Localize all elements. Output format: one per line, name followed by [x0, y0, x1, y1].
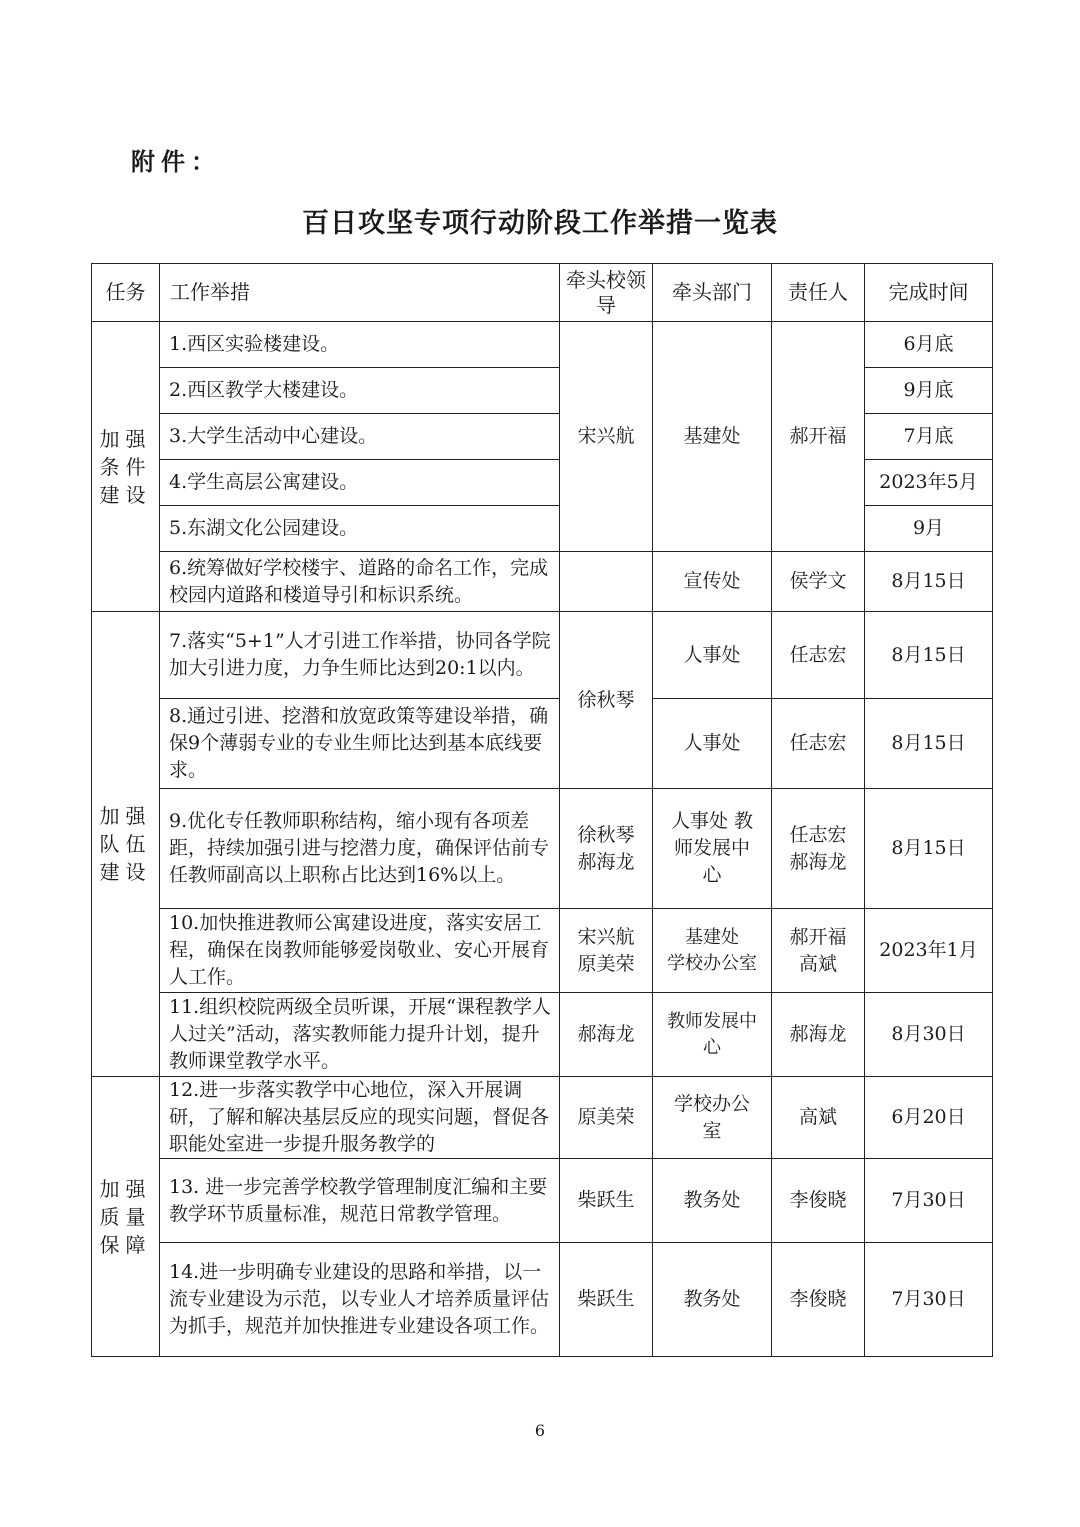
table-row [92, 909, 993, 993]
person-cell: 高斌 [772, 1077, 865, 1159]
attachment-label: 附件： [131, 148, 221, 176]
dept-cell: 基建处 [653, 322, 772, 552]
table-row [92, 699, 993, 789]
leader-cell: 宋兴航 原美荣 [560, 909, 653, 993]
measure-cell: 2.西区教学大楼建设。 [160, 368, 560, 414]
table-row [92, 552, 993, 612]
measure-cell: 8.通过引进、挖潜和放宽政策等建设举措，确保9个薄弱专业的专业生师比达到基本底线要求。 [160, 699, 560, 789]
leader-cell: 宋兴航 [560, 322, 653, 552]
table-row [92, 1243, 993, 1357]
person-cell: 任志宏 郝海龙 [772, 789, 865, 909]
table-row [92, 789, 993, 909]
person-cell: 郝海龙 [772, 993, 865, 1077]
measure-cell: 4.学生高层公寓建设。 [160, 460, 560, 506]
dept-cell: 教务处 [653, 1243, 772, 1357]
measures-table [91, 263, 993, 1357]
measure-cell: 11.组织校院两级全员听课，开展“课程教学人人过关”活动，落实教师能力提升计划，提升教师课堂教学水平。 [160, 993, 560, 1077]
dept-cell: 教师发展中心 [653, 993, 772, 1077]
dept-cell: 人事处 [653, 699, 772, 789]
deadline-cell: 8月15日 [865, 789, 993, 909]
person-cell: 郝开福 高斌 [772, 909, 865, 993]
header-dept: 牵头部门 [653, 264, 772, 322]
header-deadline: 完成时间 [865, 264, 993, 322]
deadline-cell: 9月 [865, 506, 993, 552]
task-cell: 加强条件建设 [92, 322, 160, 612]
table-row [92, 322, 993, 368]
measure-cell: 1.西区实验楼建设。 [160, 322, 560, 368]
header-measure: 工作举措 [160, 264, 560, 322]
person-cell: 侯学文 [772, 552, 865, 612]
header-person: 责任人 [772, 264, 865, 322]
measure-cell: 3.大学生活动中心建设。 [160, 414, 560, 460]
table-row [92, 1077, 993, 1159]
header-task: 任务 [92, 264, 160, 322]
table-row [92, 993, 993, 1077]
leader-cell: 原美荣 [560, 1077, 653, 1159]
table-header-row [92, 264, 993, 322]
deadline-cell: 6月20日 [865, 1077, 993, 1159]
leader-cell: 郝海龙 [560, 993, 653, 1077]
dept-cell: 学校办公室 [653, 1077, 772, 1159]
leader-cell [560, 552, 653, 612]
deadline-cell: 7月30日 [865, 1159, 993, 1243]
measure-cell: 7.落实“5+1”人才引进工作举措，协同各学院加大引进力度，力争生师比达到20:1以内。 [160, 612, 560, 699]
deadline-cell: 8月15日 [865, 612, 993, 699]
table-row [92, 612, 993, 699]
header-leader: 牵头校领导 [560, 264, 653, 322]
measure-cell: 5.东湖文化公园建设。 [160, 506, 560, 552]
measure-cell: 9.优化专任教师职称结构，缩小现有各项差距，持续加强引进与挖潜力度，确保评估前专任教师副高以上职称占比达到16%以上。 [160, 789, 560, 909]
table-row [92, 1159, 993, 1243]
deadline-cell: 8月15日 [865, 552, 993, 612]
deadline-cell: 9月底 [865, 368, 993, 414]
person-cell: 任志宏 [772, 699, 865, 789]
measure-cell: 10.加快推进教师公寓建设进度，落实安居工程，确保在岗教师能够爱岗敬业、安心开展育人工作。 [160, 909, 560, 993]
measure-cell: 13. 进一步完善学校教学管理制度汇编和主要教学环节质量标准，规范日常教学管理。 [160, 1159, 560, 1243]
document-title: 百日攻坚专项行动阶段工作举措一览表 [302, 208, 778, 239]
leader-cell: 柴跃生 [560, 1243, 653, 1357]
deadline-cell: 7月30日 [865, 1243, 993, 1357]
deadline-cell: 7月底 [865, 414, 993, 460]
deadline-cell: 2023年1月 [865, 909, 993, 993]
measure-cell [160, 1077, 560, 1159]
deadline-cell: 2023年5月 [865, 460, 993, 506]
person-cell: 郝开福 [772, 322, 865, 552]
person-cell: 李俊晓 [772, 1243, 865, 1357]
person-cell: 李俊晓 [772, 1159, 865, 1243]
dept-cell: 人事处 教师发展中心 [653, 789, 772, 909]
dept-cell: 基建处 学校办公室 [653, 909, 772, 993]
dept-cell: 宣传处 [653, 552, 772, 612]
measure-cell: 14.进一步明确专业建设的思路和举措，以一流专业建设为示范，以专业人才培养质量评估为抓手，规范并加快推进专业建设各项工作。 [160, 1243, 560, 1357]
deadline-cell: 8月30日 [865, 993, 993, 1077]
leader-cell: 柴跃生 [560, 1159, 653, 1243]
page-number: 6 [534, 1421, 546, 1440]
person-cell: 任志宏 [772, 612, 865, 699]
deadline-cell: 6月底 [865, 322, 993, 368]
task-cell: 加强队伍建设 [92, 612, 160, 1077]
task-cell: 加强质量保障 [92, 1077, 160, 1357]
dept-cell: 人事处 [653, 612, 772, 699]
leader-cell: 徐秋琴 郝海龙 [560, 789, 653, 909]
deadline-cell: 8月15日 [865, 699, 993, 789]
measure-cell: 6.统筹做好学校楼宇、道路的命名工作，完成校园内道路和楼道导引和标识系统。 [160, 552, 560, 612]
leader-cell: 徐秋琴 [560, 612, 653, 789]
dept-cell: 教务处 [653, 1159, 772, 1243]
measure-text: 12.进一步落实教学中心地位，深入开展调研，了解和解决基层反应的现实问题，督促各职能处室进一步提升服务教学的 [169, 1079, 550, 1155]
